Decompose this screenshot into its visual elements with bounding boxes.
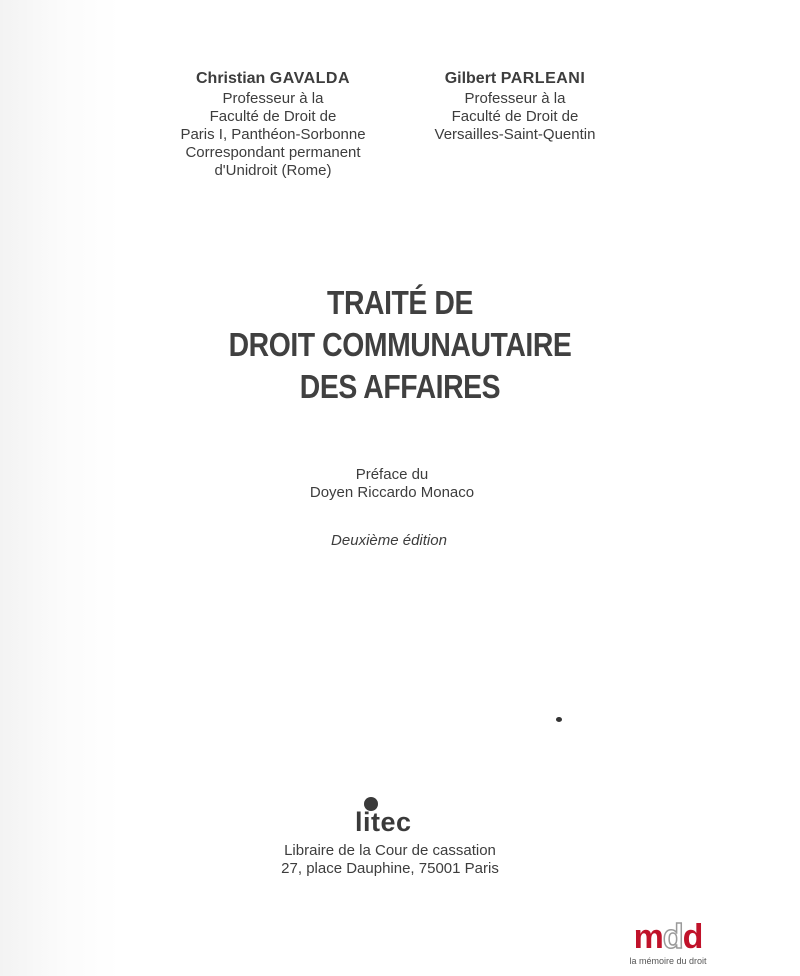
author-name: Gilbert PARLEANI (444, 70, 586, 87)
author-affiliation-line: Professeur à la (222, 90, 324, 107)
author-name: Christian GAVALDA (195, 70, 351, 87)
book-title (56, 282, 744, 408)
preface-line: Préface du (355, 466, 429, 483)
author-affiliation-line: d'Unidroit (Rome) (214, 162, 332, 179)
author-affiliation-line: Versailles-Saint-Quentin (434, 126, 596, 143)
book-title-line: DES AFFAIRES (299, 368, 501, 405)
book-title-line: DROIT COMMUNAUTAIRE (228, 326, 572, 363)
preface-credit (0, 466, 784, 502)
author-affiliation-line: Faculté de Droit de (451, 108, 579, 125)
ink-speck (556, 717, 562, 722)
author-parleani (415, 70, 615, 144)
edition-label: Deuxième édition (331, 532, 447, 549)
preface-line: Doyen Riccardo Monaco (309, 484, 475, 501)
litec-logo-text: litec (355, 807, 412, 837)
author-gavalda (168, 70, 378, 180)
mdd-logo-mark: mdd (633, 918, 703, 956)
mdd-watermark-logo (618, 920, 718, 970)
publisher-address (0, 842, 780, 878)
book-title-line: TRAITÉ DE (327, 284, 473, 321)
litec-logo (355, 797, 445, 841)
publisher-line: Libraire de la Cour de cassation (284, 842, 496, 859)
author-affiliation-line: Paris I, Panthéon-Sorbonne (180, 126, 366, 143)
author-affiliation-line: Correspondant permanent (185, 144, 361, 161)
author-affiliation-line: Faculté de Droit de (209, 108, 337, 125)
publisher-line: 27, place Dauphine, 75001 Paris (281, 860, 499, 877)
mdd-tagline: la mémoire du droit (629, 956, 707, 966)
author-affiliation-line: Professeur à la (464, 90, 566, 107)
